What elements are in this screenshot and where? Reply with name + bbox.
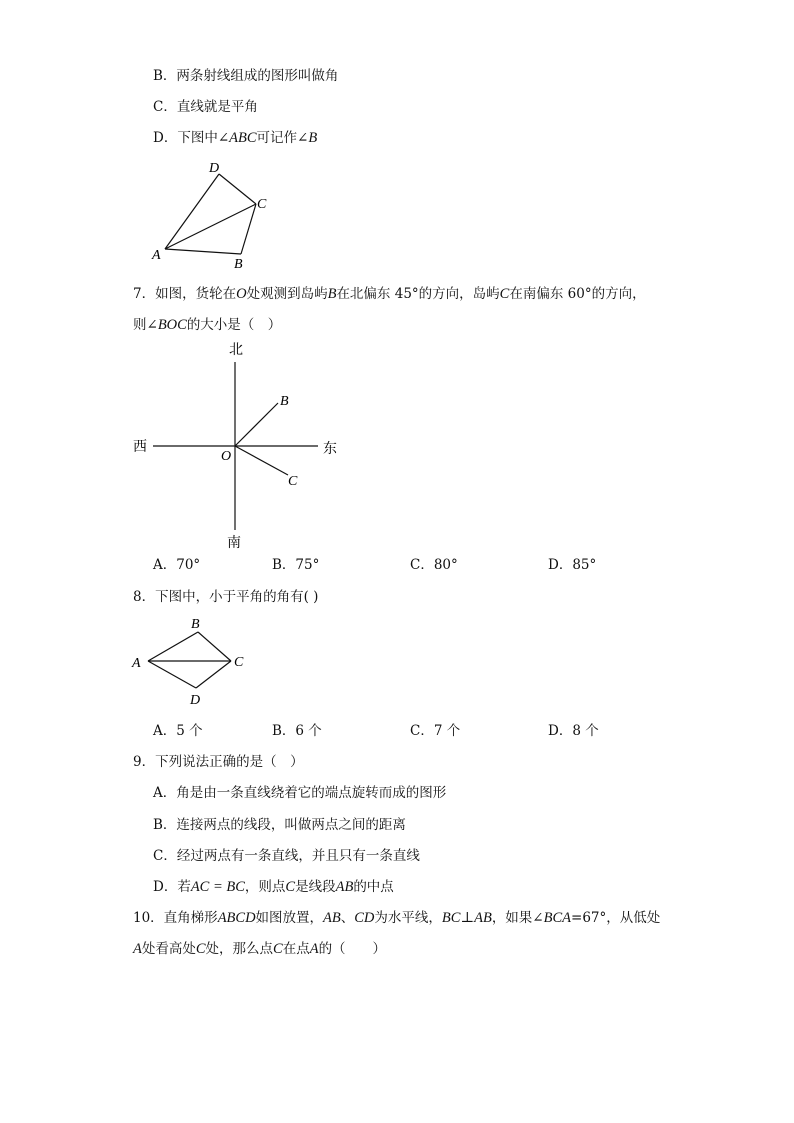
q6-label-d: D — [209, 161, 220, 176]
q10-text: ，如果∠ — [491, 910, 544, 926]
q8-label-a: A — [132, 656, 141, 671]
q8-option-b: B．6 个 — [272, 723, 322, 739]
q6-option-d — [153, 128, 317, 148]
q7-text: 则∠ — [133, 317, 158, 333]
q8-kite-figure — [128, 612, 258, 710]
compass-east: 东 — [323, 442, 337, 457]
q7-stem-line2 — [133, 315, 281, 335]
q7-angle-boc: BOC — [157, 317, 187, 333]
compass-west: 西 — [133, 440, 147, 455]
q10-segment: CD — [354, 910, 375, 926]
q10-text: 的（ ） — [318, 941, 387, 957]
q6-option-c: C．直线就是平角 — [153, 99, 258, 115]
q6-option-d-b: B — [308, 130, 318, 146]
q6-option-b: B．两条射线组成的图形叫做角 — [153, 68, 339, 84]
q7-text: 处观测到岛屿 — [246, 286, 328, 302]
q8-label-b: B — [191, 617, 200, 632]
q7-point-o: O — [236, 286, 247, 302]
q9-point-c: C — [285, 879, 296, 895]
q7-text: 7．如图，货轮在 — [133, 286, 237, 302]
q9-segment-ab: AB — [335, 879, 354, 895]
q6-label-b: B — [234, 257, 243, 272]
q7-option-c: C．80° — [410, 557, 458, 573]
q10-text: 、 — [340, 910, 355, 926]
q10-text: 处看高处 — [141, 941, 196, 957]
q6-quadrilateral-figure — [145, 152, 285, 274]
q9-text: 是线段 — [295, 879, 336, 895]
q6-label-c: C — [257, 197, 267, 212]
q10-text: 如图放置， — [255, 910, 324, 926]
q6-option-d-prefix: D．下图中∠ — [153, 130, 230, 146]
q7-stem-line1 — [133, 284, 646, 304]
q6-label-a: A — [152, 248, 161, 263]
q10-text: 为水平线， — [374, 910, 442, 926]
q6-option-d-mid: 可记作∠ — [256, 130, 309, 146]
q7-option-d: D．85° — [548, 557, 597, 573]
q9-text: ，则点 — [244, 879, 286, 895]
q7-option-a: A．70° — [153, 557, 201, 573]
q7-compass-figure — [125, 336, 355, 552]
q9-option-a: A．角是由一条直线绕着它的端点旋转而成的图形 — [153, 785, 447, 801]
q8-option-c: C．7 个 — [410, 723, 461, 739]
q8-option-a: A．5 个 — [153, 723, 203, 739]
q10-stem-line1 — [133, 908, 660, 928]
q10-trapezoid: ABCD — [217, 910, 256, 926]
q10-point: C — [273, 941, 283, 957]
q9-text: D．若 — [153, 879, 191, 895]
q10-text: 处，那么点 — [205, 941, 274, 957]
q9-option-c: C．经过两点有一条直线，并且只有一条直线 — [153, 848, 420, 864]
q9-text: 的中点 — [353, 879, 394, 895]
q9-option-d — [153, 877, 394, 897]
q7-label-b: B — [280, 394, 289, 409]
q10-segment: AB — [323, 910, 341, 926]
q8-stem: 8．下图中，小于平角的角有( ) — [133, 589, 319, 605]
q8-label-d: D — [190, 693, 201, 708]
q10-point: C — [195, 941, 206, 957]
q10-perpendicular: BC⊥AB — [441, 910, 492, 926]
q10-text: 在点 — [282, 941, 310, 957]
q7-label-o: O — [221, 449, 232, 464]
q10-text: 10．直角梯形 — [133, 910, 218, 926]
q7-text: 在北偏东 45°的方向，岛屿 — [336, 286, 500, 302]
compass-north: 北 — [229, 343, 243, 358]
q8-option-d: D．8 个 — [548, 723, 599, 739]
q9-option-b: B．连接两点的线段，叫做两点之间的距离 — [153, 817, 406, 833]
q7-text: 在南偏东 60°的方向， — [509, 286, 646, 302]
q10-stem-line2 — [133, 939, 386, 959]
q8-label-c: C — [234, 655, 244, 670]
q7-label-c: C — [288, 474, 298, 489]
q10-text: =67°，从低处 — [571, 910, 661, 926]
q7-text: 的大小是（ ） — [186, 317, 282, 333]
q9-equation: AC = BC — [190, 879, 245, 895]
q10-angle: BCA — [543, 910, 572, 926]
q7-point-c: C — [499, 286, 510, 302]
compass-south: 南 — [227, 536, 241, 551]
q9-stem: 9．下列说法正确的是（ ） — [133, 754, 304, 770]
q7-point-b: B — [327, 286, 337, 302]
q6-option-d-abc: ABC — [229, 130, 257, 146]
q7-option-b: B．75° — [272, 557, 320, 573]
q10-point: A — [309, 941, 319, 957]
q10-point: A — [133, 941, 142, 957]
